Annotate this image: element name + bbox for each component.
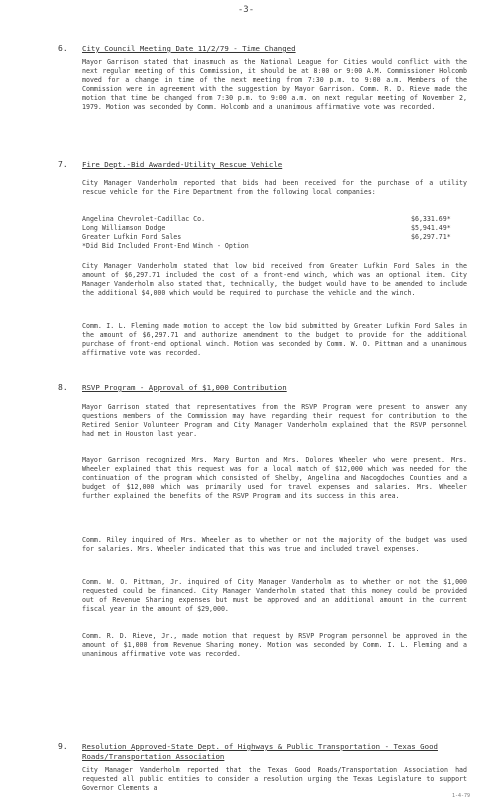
- item-paragraph: Comm. R. D. Rieve, Jr., made motion that request by RSVP Program personnel be approved in the amount of $1,000 from Revenue Sharing money. Motion was seconded by Comm. I. L. Fleming and a unanimous affirmative vote was recorded.: [82, 632, 467, 658]
- item-paragraph: City Manager Vanderholm stated that low bid received from Greater Lufkin Ford Sales in the amount of $6,297.71 included the cost of a front-end winch, which was an optional item. City Manager Vanderholm also stated that, technically, the budget would have to be amended to include the additional $4,000 which would be required to purchase the vehicle and the winch.: [82, 262, 467, 297]
- bid-amount: $5,941.49*: [411, 224, 451, 232]
- item-number: 8.: [58, 383, 68, 392]
- bid-row: [82, 233, 467, 242]
- footer-mark: 1-4-79: [452, 793, 471, 799]
- item-title: City Council Meeting Date 11/2/79 - Time Changed: [82, 44, 296, 53]
- bid-vendor: Angelina Chevrolet-Cadillac Co.: [82, 215, 206, 223]
- item-title: RSVP Program - Approval of $1,000 Contribution: [82, 383, 287, 392]
- bid-amount: [411, 242, 467, 251]
- item-number: 6.: [58, 44, 68, 53]
- bid-vendor: Long Williamson Dodge: [82, 224, 166, 232]
- bid-amount: $6,297.71*: [411, 233, 451, 241]
- item-number: 7.: [58, 160, 68, 169]
- bid-row: [82, 215, 467, 224]
- item-paragraph: Mayor Garrison stated that representatives from the RSVP Program were present to answer any questions members of the Commission may have regarding their request for contribution to the Retired Senior Volunteer Program and City Manager Vanderholm explained that the RSVP personnel had met in Houston last year.: [82, 403, 467, 438]
- item-paragraph: City Manager Vanderholm reported that bids had been received for the purchase of a utility rescue vehicle for the Fire Department from the following local companies:: [82, 179, 467, 196]
- item-paragraph: Comm. I. L. Fleming made motion to accept the low bid submitted by Greater Lufkin Ford Sales in the amount of $6,297.71 and authorize amendment to the budget to provide for the additional purchase of front-end optional winch. Motion was seconded by Comm. W. O. Pittman and a unanimous affirmative vote was recorded.: [82, 322, 467, 357]
- item-paragraph: Comm. Riley inquired of Mrs. Wheeler as to whether or not the majority of the budget was used for salaries. Mrs. Wheeler indicated that this was true and included travel expenses.: [82, 536, 467, 553]
- bid-row: [82, 224, 467, 233]
- item-paragraph: Comm. W. O. Pittman, Jr. inquired of City Manager Vanderholm as to whether or not the $1,000 requested could be financed. City Manager Vanderholm stated that this money could be provided out of Revenue Sharing expenses but must be approved and an additional amount in the current fiscal year in the amount of $29,000.: [82, 578, 467, 613]
- item-paragraph: Mayor Garrison stated that inasmuch as the National League for Cities would conflict with the next regular meeting of this Commission, it should be at 8:00 or 9:00 A.M. Commissioner Holcomb moved for a change in time of the next meeting from 7:30 p.m. to 9:00 a.m. Members of the Commission were in agreement with the suggestion by Mayor Garrison. Comm. R. D. Rieve made the motion that time be changed from 7:30 p.m. to 9:00 a.m. on next regular meeting of November 2, 1979. Motion was seconded by Comm. Holcomb and a unanimous affirmative vote was recorded.: [82, 58, 467, 111]
- item-title: Resolution Approved-State Dept. of Highways & Public Transportation - Texas Good Roads/Transportation Association: [82, 742, 438, 761]
- item-paragraph: Mayor Garrison recognized Mrs. Mary Burton and Mrs. Dolores Wheeler who were present. Mrs. Wheeler explained that this request was for a local match of $12,000 which was needed for the continuation of the program which consisted of Shelby, Angelina and Nacogdoches Counties and a budget of $12,000 which was primarily used for travel expenses and salaries. Mrs. Wheeler further explained the benefits of the RSVP Program and its success in this area.: [82, 456, 467, 500]
- item-paragraph: City Manager Vanderholm reported that the Texas Good Roads/Transportation Association had requested all public entities to consider a resolution urging the Texas Legislature to support Governor Clements a: [82, 766, 467, 792]
- bid-amount: $6,331.69*: [411, 215, 451, 223]
- item-title: Fire Dept.-Bid Awarded-Utility Rescue Vehicle: [82, 160, 283, 169]
- page-number: -3-: [237, 5, 255, 15]
- bid-table: [82, 215, 467, 251]
- bid-vendor: Greater Lufkin Ford Sales: [82, 233, 182, 241]
- bid-vendor: *Did Bid Included Front-End Winch - Option: [82, 242, 249, 250]
- bid-row: [82, 242, 467, 251]
- item-number: 9.: [58, 742, 68, 751]
